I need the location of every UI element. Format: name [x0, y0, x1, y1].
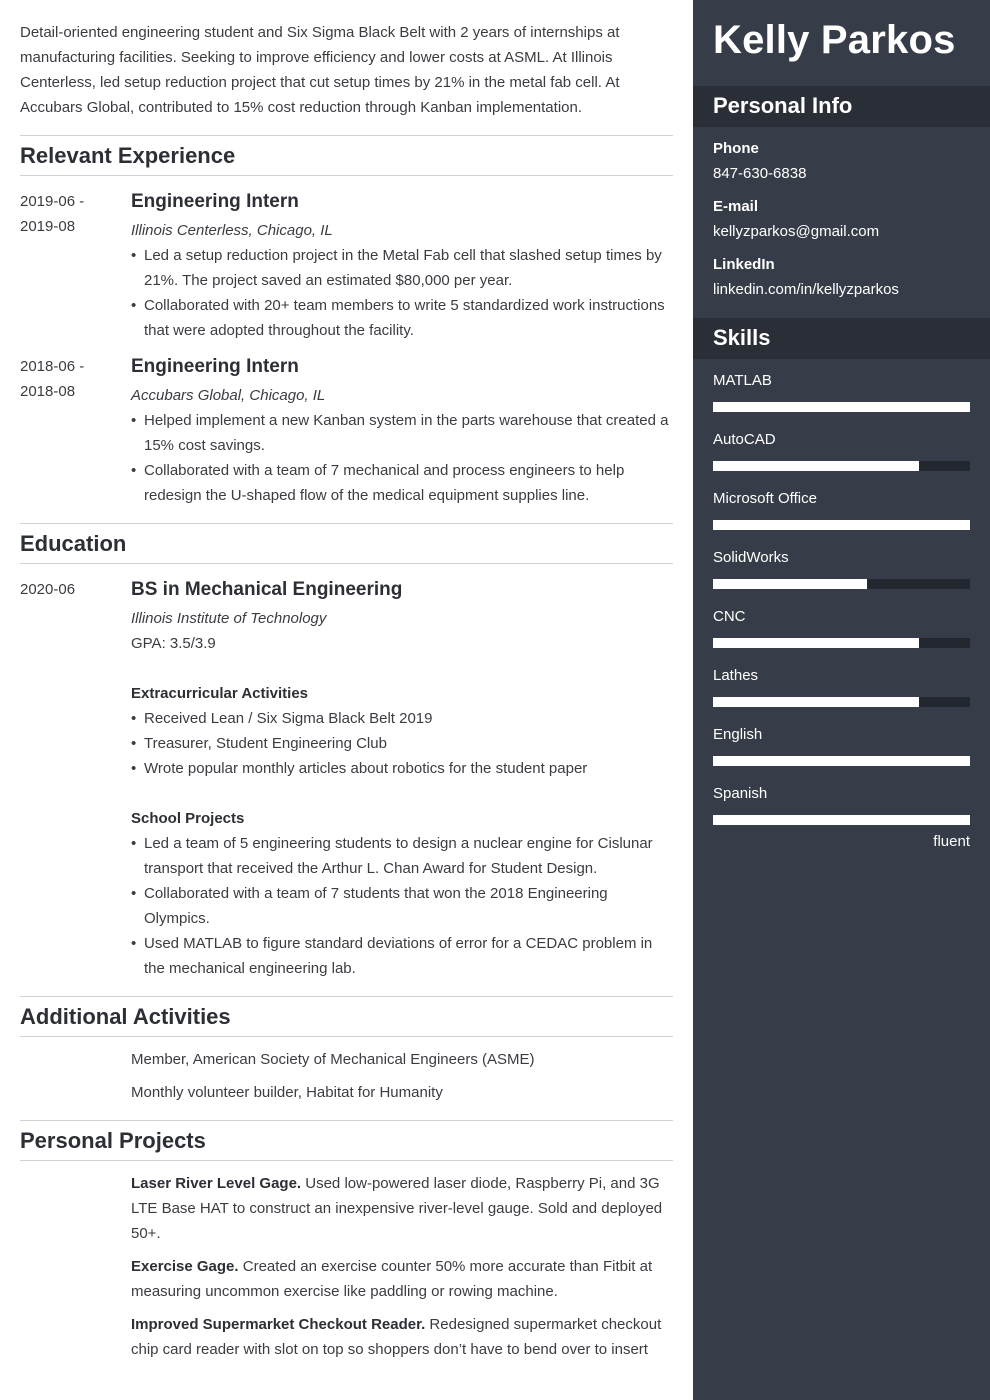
section-header-projects: [20, 1120, 673, 1161]
skill-bar-fill: [713, 697, 919, 707]
skill-bar: [713, 638, 970, 648]
job-title: Engineering Intern: [131, 191, 299, 212]
skill-bar: [713, 697, 970, 707]
skill-bar-fill: [713, 638, 919, 648]
section-title: Personal Info: [713, 93, 853, 118]
list-item: • Collaborated with a team of 7 students that won the 2018 Engineering Olympics.: [131, 881, 676, 931]
skill-name: MATLAB: [713, 372, 772, 389]
activity-item: Monthly volunteer builder, Habitat for Humanity: [131, 1084, 443, 1101]
company: Illinois Centerless, Chicago, IL: [131, 222, 333, 239]
skill-bar: [713, 520, 970, 530]
skill-name: Lathes: [713, 667, 759, 684]
activity-item: Member, American Society of Mechanical Engineers (ASME): [131, 1051, 535, 1068]
subsection-title: School Projects: [131, 810, 245, 827]
section-header-skills: [693, 318, 990, 359]
project-text: Created an exercise counter 50% more accurate than Fitbit at measuring uncommon exercise like paddling or rowing machine.: [131, 1258, 653, 1300]
skill-bar: [713, 815, 970, 825]
sidebar: [693, 0, 990, 1400]
list-item: • Used MATLAB to figure standard deviations of error for a CEDAC problem in the mechanical engineering lab.: [131, 931, 676, 981]
section-title: Relevant Experience: [20, 143, 236, 168]
project-item: [131, 1254, 671, 1304]
phone-value: 847-630-6838: [713, 165, 807, 182]
subsection-title: Extracurricular Activities: [131, 685, 309, 702]
email-label: E-mail: [713, 198, 759, 215]
skill-name: SolidWorks: [713, 549, 789, 566]
list-item: • Helped implement a new Kanban system in the parts warehouse that created a 15% cost savings.: [131, 408, 676, 458]
skill-bar-fill: [713, 815, 970, 825]
project-text: Redesigned supermarket checkout chip card reader with slot on top so shoppers don’t have to bend over to insert: [131, 1316, 662, 1358]
entry-date: 2019-06 - 2019-08: [20, 193, 85, 235]
project-title: Exercise Gage.: [131, 1258, 239, 1275]
skill-bar: [713, 461, 970, 471]
skill-level-text: fluent: [933, 833, 970, 850]
skill-bar-fill: [713, 756, 970, 766]
skill-name: Spanish: [713, 785, 768, 802]
skill-bar-fill: [713, 461, 919, 471]
list-item: • Received Lean / Six Sigma Black Belt 2019: [131, 706, 676, 731]
skill-bar-fill: [713, 579, 867, 589]
entry-date: 2020-06: [20, 581, 76, 598]
list-item: • Wrote popular monthly articles about robotics for the student paper: [131, 756, 676, 781]
section-title: Skills: [713, 325, 771, 350]
project-text: Used low-powered laser diode, Raspberry Pi, and 3G LTE Base HAT to construct an inexpensive river-level gauge. Sold and deployed 50+.: [131, 1175, 663, 1242]
email-value: kellyzparkos@gmail.com: [713, 223, 880, 240]
project-title: Improved Supermarket Checkout Reader.: [131, 1316, 426, 1333]
project-item: [131, 1171, 671, 1246]
skill-bar: [713, 579, 970, 589]
candidate-name: Kelly Parkos: [713, 18, 956, 62]
list-item: • Collaborated with a team of 7 mechanical and process engineers to help redesign the U-shaped flow of the medical equipment supplies line.: [131, 458, 676, 508]
linkedin-label: LinkedIn: [713, 256, 775, 273]
gpa: GPA: 3.5/3.9: [131, 635, 216, 652]
section-title: Personal Projects: [20, 1128, 206, 1153]
skill-bar-fill: [713, 402, 970, 412]
project-title: Laser River Level Gage.: [131, 1175, 302, 1192]
profile-summary: Detail-oriented engineering student and Six Sigma Black Belt with 2 years of internships at manufacturing facilities. Seeking to improve efficiency and lower costs at ASML. At Illinois Centerless, led setup reduction project that cut setup times by 21% in the metal fab cell. At Accubars Global, contributed to 15% cost reduction through Kanban implementation.: [20, 24, 620, 116]
section-header-personal-info: [693, 86, 990, 127]
list-item: • Led a team of 5 engineering students to design a nuclear engine for Cislunar transport that received the Arthur L. Chan Award for Student Design.: [131, 831, 676, 881]
skill-bar: [713, 402, 970, 412]
section-title: Additional Activities: [20, 1004, 231, 1029]
section-title: Education: [20, 531, 127, 556]
degree: BS in Mechanical Engineering: [131, 579, 403, 600]
linkedin-value: linkedin.com/in/kellyzparkos: [713, 281, 899, 298]
section-header-activities: [20, 996, 673, 1037]
skill-name: English: [713, 726, 763, 743]
skill-bar-fill: [713, 520, 970, 530]
skill-name: Microsoft Office: [713, 490, 817, 507]
section-header-education: [20, 523, 673, 564]
school: Illinois Institute of Technology: [131, 610, 327, 627]
skill-bar: [713, 756, 970, 766]
list-item: • Led a setup reduction project in the Metal Fab cell that slashed setup times by 21%. The project saved an estimated $80,000 per year.: [131, 243, 676, 293]
skill-name: CNC: [713, 608, 746, 625]
company: Accubars Global, Chicago, IL: [131, 387, 326, 404]
phone-label: Phone: [713, 140, 759, 157]
skill-name: AutoCAD: [713, 431, 776, 448]
list-item: • Treasurer, Student Engineering Club: [131, 731, 676, 756]
list-item: • Collaborated with 20+ team members to write 5 standardized work instructions that were adopted throughout the facility.: [131, 293, 676, 343]
project-item: [131, 1312, 671, 1362]
section-header-experience: [20, 135, 673, 176]
entry-date: 2018-06 - 2018-08: [20, 358, 85, 400]
job-title: Engineering Intern: [131, 356, 299, 377]
